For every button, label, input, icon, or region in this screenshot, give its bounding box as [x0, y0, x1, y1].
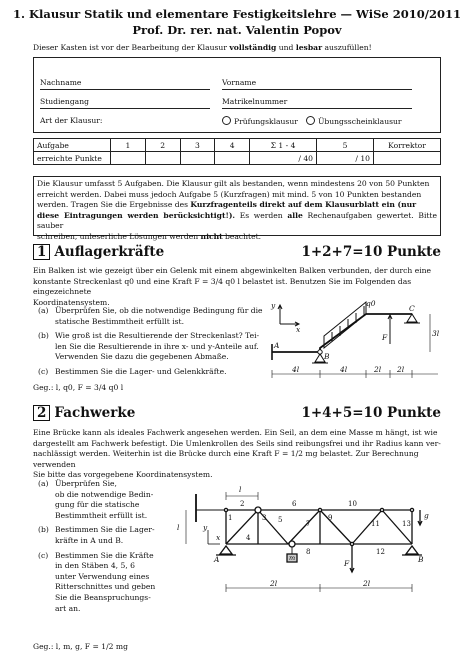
three-l-label: 3l	[432, 329, 440, 338]
matrikel-field[interactable]	[222, 108, 412, 109]
b-label: B	[418, 555, 424, 564]
section-2-heading	[33, 405, 441, 421]
member-number: 5	[278, 516, 283, 524]
notice-bold: Kurzfragenteils direkt auf dem Klausurblatt ein (nur	[190, 200, 417, 210]
professor-line: Prof. Dr. rer. nat. Valentin Popov	[132, 23, 342, 37]
vorname-label: Vorname	[222, 78, 257, 87]
score-cell: 2	[145, 139, 180, 152]
dim-l-side-label: l	[177, 523, 180, 532]
korrektor-cell[interactable]	[374, 152, 441, 165]
member-number: 13	[402, 520, 411, 528]
task-1b	[38, 331, 268, 363]
instruction-text	[33, 43, 372, 54]
joint	[380, 508, 383, 511]
c-label: C	[409, 304, 415, 313]
score-cell: Σ 1 - 4	[250, 139, 317, 152]
section-1-points: 1+2+7=10 Punkte	[301, 244, 441, 260]
member-number: 6	[292, 500, 297, 508]
member-number: 4	[246, 534, 251, 542]
task-1c	[38, 367, 268, 378]
section-2-number: 2	[33, 405, 50, 421]
task-label: (b)	[38, 331, 49, 341]
notice-span: Rechenaufgaben gewertet. Bitte sauber	[37, 210, 437, 231]
task-2a	[38, 479, 166, 521]
task-2c	[38, 551, 166, 615]
a-label: A	[214, 555, 220, 564]
task-line: Wie groß ist die Resultierende der Streckenlast? Tei-	[55, 331, 260, 341]
y-axis-label: y	[203, 523, 208, 532]
matrikel-label: Matrikelnummer	[222, 97, 288, 106]
task-line: Überprüfen Sie, ob die notwendige Bedingung für die	[55, 306, 263, 315]
instruction-mid: und	[276, 43, 296, 52]
support-b	[406, 546, 418, 554]
x-axis-label: x	[216, 533, 221, 542]
score-input-4[interactable]	[215, 152, 250, 165]
task-line: Sie die Beanspruchungs-	[55, 592, 151, 602]
task-line: len Sie die Resultierende in ihre x- und y-Anteile auf.	[55, 341, 259, 351]
task-line: gung für die statische	[55, 500, 140, 510]
task-2b	[38, 525, 166, 546]
score-input-5[interactable]: / 10	[317, 152, 374, 165]
notice-span: Es werden	[235, 210, 288, 220]
member-number: 1	[228, 514, 233, 522]
dim-label: 4l	[340, 365, 348, 374]
task-line: art an.	[55, 603, 81, 613]
score-sum-cell[interactable]: / 40	[250, 152, 317, 165]
pulley	[289, 541, 295, 547]
option-pruefungsklausur[interactable]	[222, 116, 298, 128]
notice-line	[37, 232, 437, 243]
studiengang-label: Studiengang	[40, 97, 89, 106]
task-1a	[38, 306, 268, 327]
option-pruefungsklausur-label: Prüfungsklausur	[234, 117, 298, 126]
notice-line	[37, 211, 437, 232]
intro-line: Sie bitte das vorgegebene Koordinatensystem.	[33, 470, 213, 480]
task-label: (a)	[38, 306, 49, 315]
dim-label: 2l	[397, 365, 405, 374]
dim-label: 2l	[374, 365, 382, 374]
joint	[318, 508, 321, 511]
member-number: 7	[306, 520, 311, 528]
exam-title: 1. Klausur Statik und elementare Festigkeitslehre — WiSe 2010/2011	[13, 7, 461, 21]
task-line: Ritterschnittes und geben	[55, 582, 156, 592]
radio-uebungsschein[interactable]	[306, 116, 315, 125]
section-1-number: 1	[33, 244, 50, 260]
section-2-given: Geg.: l, m, g, F = 1/2 mg	[33, 642, 128, 651]
score-table	[33, 138, 441, 165]
task-line: kräfte in A und B.	[55, 535, 124, 545]
support-a	[220, 546, 232, 554]
instruction-suffix: auszufüllen!	[322, 43, 372, 52]
score-cell: 3	[180, 139, 215, 152]
task-label: (c)	[38, 366, 49, 376]
joint	[350, 542, 353, 545]
intro-line: konstante Streckenlast q0 und eine Kraft F = 3/4 q0 l belastet ist. Benutzen Sie im Folgenden das eingezeichnete	[33, 276, 412, 297]
score-cell: 1	[111, 139, 146, 152]
nachname-label: Nachname	[40, 78, 82, 87]
section-1-heading	[33, 244, 441, 260]
score-cell: erreichte Punkte	[34, 152, 111, 165]
member-number: 3	[262, 514, 267, 522]
member-number: 10	[348, 500, 357, 508]
joint	[410, 508, 413, 511]
task-line: statische Bestimmtheit erfüllt ist.	[55, 316, 185, 326]
intro-line: Eine Brücke kann als ideales Fachwerk angesehen werden. Ein Seil, an dem eine Masse m hängt, ist wie	[33, 428, 438, 437]
support-c	[407, 314, 417, 322]
task-line: in den Stäben 4, 5, 6	[55, 561, 135, 571]
notice-line	[37, 200, 437, 211]
vorname-field[interactable]	[222, 89, 412, 90]
member-number: 8	[306, 548, 311, 556]
member-number: 11	[371, 520, 380, 528]
m-label: m	[289, 554, 296, 562]
section-1-tasks	[38, 306, 268, 378]
section-2-intro	[33, 428, 441, 481]
x-axis-label: x	[296, 325, 301, 334]
section-2-title: Fachwerke	[54, 405, 136, 421]
section-2-tasks	[38, 479, 166, 614]
dim-l-label: l	[239, 485, 242, 494]
score-cell: Aufgabe	[34, 139, 111, 152]
score-input-2[interactable]	[145, 152, 180, 165]
task-line: ob die notwendige Bedin-	[55, 489, 154, 499]
notice-bold: nicht	[200, 231, 223, 241]
notice-bold: diese Eintragungen werden berücksichtigt!).	[37, 210, 236, 220]
member-number: 12	[376, 548, 385, 556]
notice-text	[37, 179, 437, 243]
truss-member	[288, 510, 320, 544]
instruction-prefix: Dieser Kasten ist vor der Bearbeitung der Klausur	[33, 43, 230, 52]
intro-line: nachlässigt werden. Weiterhin ist die Brücke durch eine Kraft F = 1/2 mg belastet. Zur Berechnung verwenden	[33, 449, 419, 469]
a-label: A	[274, 341, 280, 350]
task-line: Überprüfen Sie,	[55, 479, 117, 488]
pulley	[255, 507, 261, 513]
task-label: (a)	[38, 479, 49, 488]
section-2-points: 1+4+5=10 Punkte	[301, 405, 441, 421]
score-table-points-row	[34, 152, 441, 165]
radio-pruefungsklausur[interactable]	[222, 116, 231, 125]
notice-line: erreicht werden. Dabei muss jedoch Aufgabe 5 (Kurzfragen) mit mind. 5 von 10 Punkten bestanden	[37, 189, 422, 199]
dim-label: 2l	[270, 579, 278, 588]
task-line: Bestimmtheit erfüllt ist.	[55, 510, 148, 520]
exam-type-label: Art der Klausur:	[40, 116, 103, 125]
section-1-title: Auflagerkräfte	[54, 244, 165, 260]
figure-1-beam	[270, 296, 442, 382]
instruction-bold-complete: vollständig	[229, 43, 277, 52]
section-1-given: Geg.: l, q0, F = 3/4 q0 l	[33, 383, 124, 392]
studiengang-field[interactable]	[40, 108, 210, 109]
dim-label: 4l	[292, 365, 300, 374]
score-input-1[interactable]	[111, 152, 146, 165]
notice-span: beachtet.	[222, 231, 262, 241]
f-label: F	[344, 559, 350, 568]
option-uebungsschein-label: Übungsscheinklausur	[318, 117, 402, 126]
task-label: (b)	[38, 525, 49, 535]
dim-label: 2l	[363, 579, 371, 588]
task-label: (c)	[38, 550, 49, 560]
intro-line: dargestellt am Fachwerk befestigt. Die Umlenkrollen des Seils sind reibungsfrei und ihr Radius kann ver-	[33, 438, 441, 448]
nachname-field[interactable]	[40, 89, 210, 90]
intro-line: Ein Balken ist wie gezeigt über ein Gelenk mit einem abgewinkelten Balken verbunden, der durch eine	[33, 266, 432, 275]
f-label: F	[382, 333, 388, 342]
member-number: 9	[328, 514, 333, 522]
member-number: 2	[240, 500, 245, 508]
notice-span: werden. Tragen Sie die Ergebnisse des	[37, 200, 191, 210]
figure-2-truss	[168, 476, 436, 608]
task-line: Bestimmen Sie die Kräfte	[55, 550, 154, 560]
notice-span: schreiben, unleserliche Lösungen werden	[37, 231, 201, 241]
y-axis-label: y	[271, 301, 276, 310]
truss-member	[320, 510, 352, 544]
task-line: Verwenden Sie dazu die gegebenen Abmaße.	[55, 352, 229, 362]
score-cell: 4	[215, 139, 250, 152]
notice-line: Die Klausur umfasst 5 Aufgaben. Die Klausur gilt als bestanden, wenn mindestens 20 von 50 Punkten	[37, 179, 430, 188]
intro-line: Koordinatensystem.	[33, 297, 110, 307]
task-line: unter Verwendung eines	[55, 571, 150, 581]
score-cell: Korrektor	[374, 139, 441, 152]
q0-label: q0	[366, 299, 376, 308]
g-label: g	[424, 511, 429, 520]
option-uebungsschein[interactable]	[306, 116, 402, 128]
score-table-header-row	[34, 139, 441, 152]
joint	[224, 508, 227, 511]
notice-bold: alle	[287, 210, 303, 220]
b-label: B	[324, 352, 330, 361]
score-cell: 5	[317, 139, 374, 152]
task-line: Bestimmen Sie die Lager-	[55, 525, 155, 535]
instruction-bold-legible: lesbar	[295, 43, 323, 52]
score-input-3[interactable]	[180, 152, 215, 165]
task-line: Bestimmen Sie die Lager- und Gelenkkräfte.	[55, 366, 227, 376]
